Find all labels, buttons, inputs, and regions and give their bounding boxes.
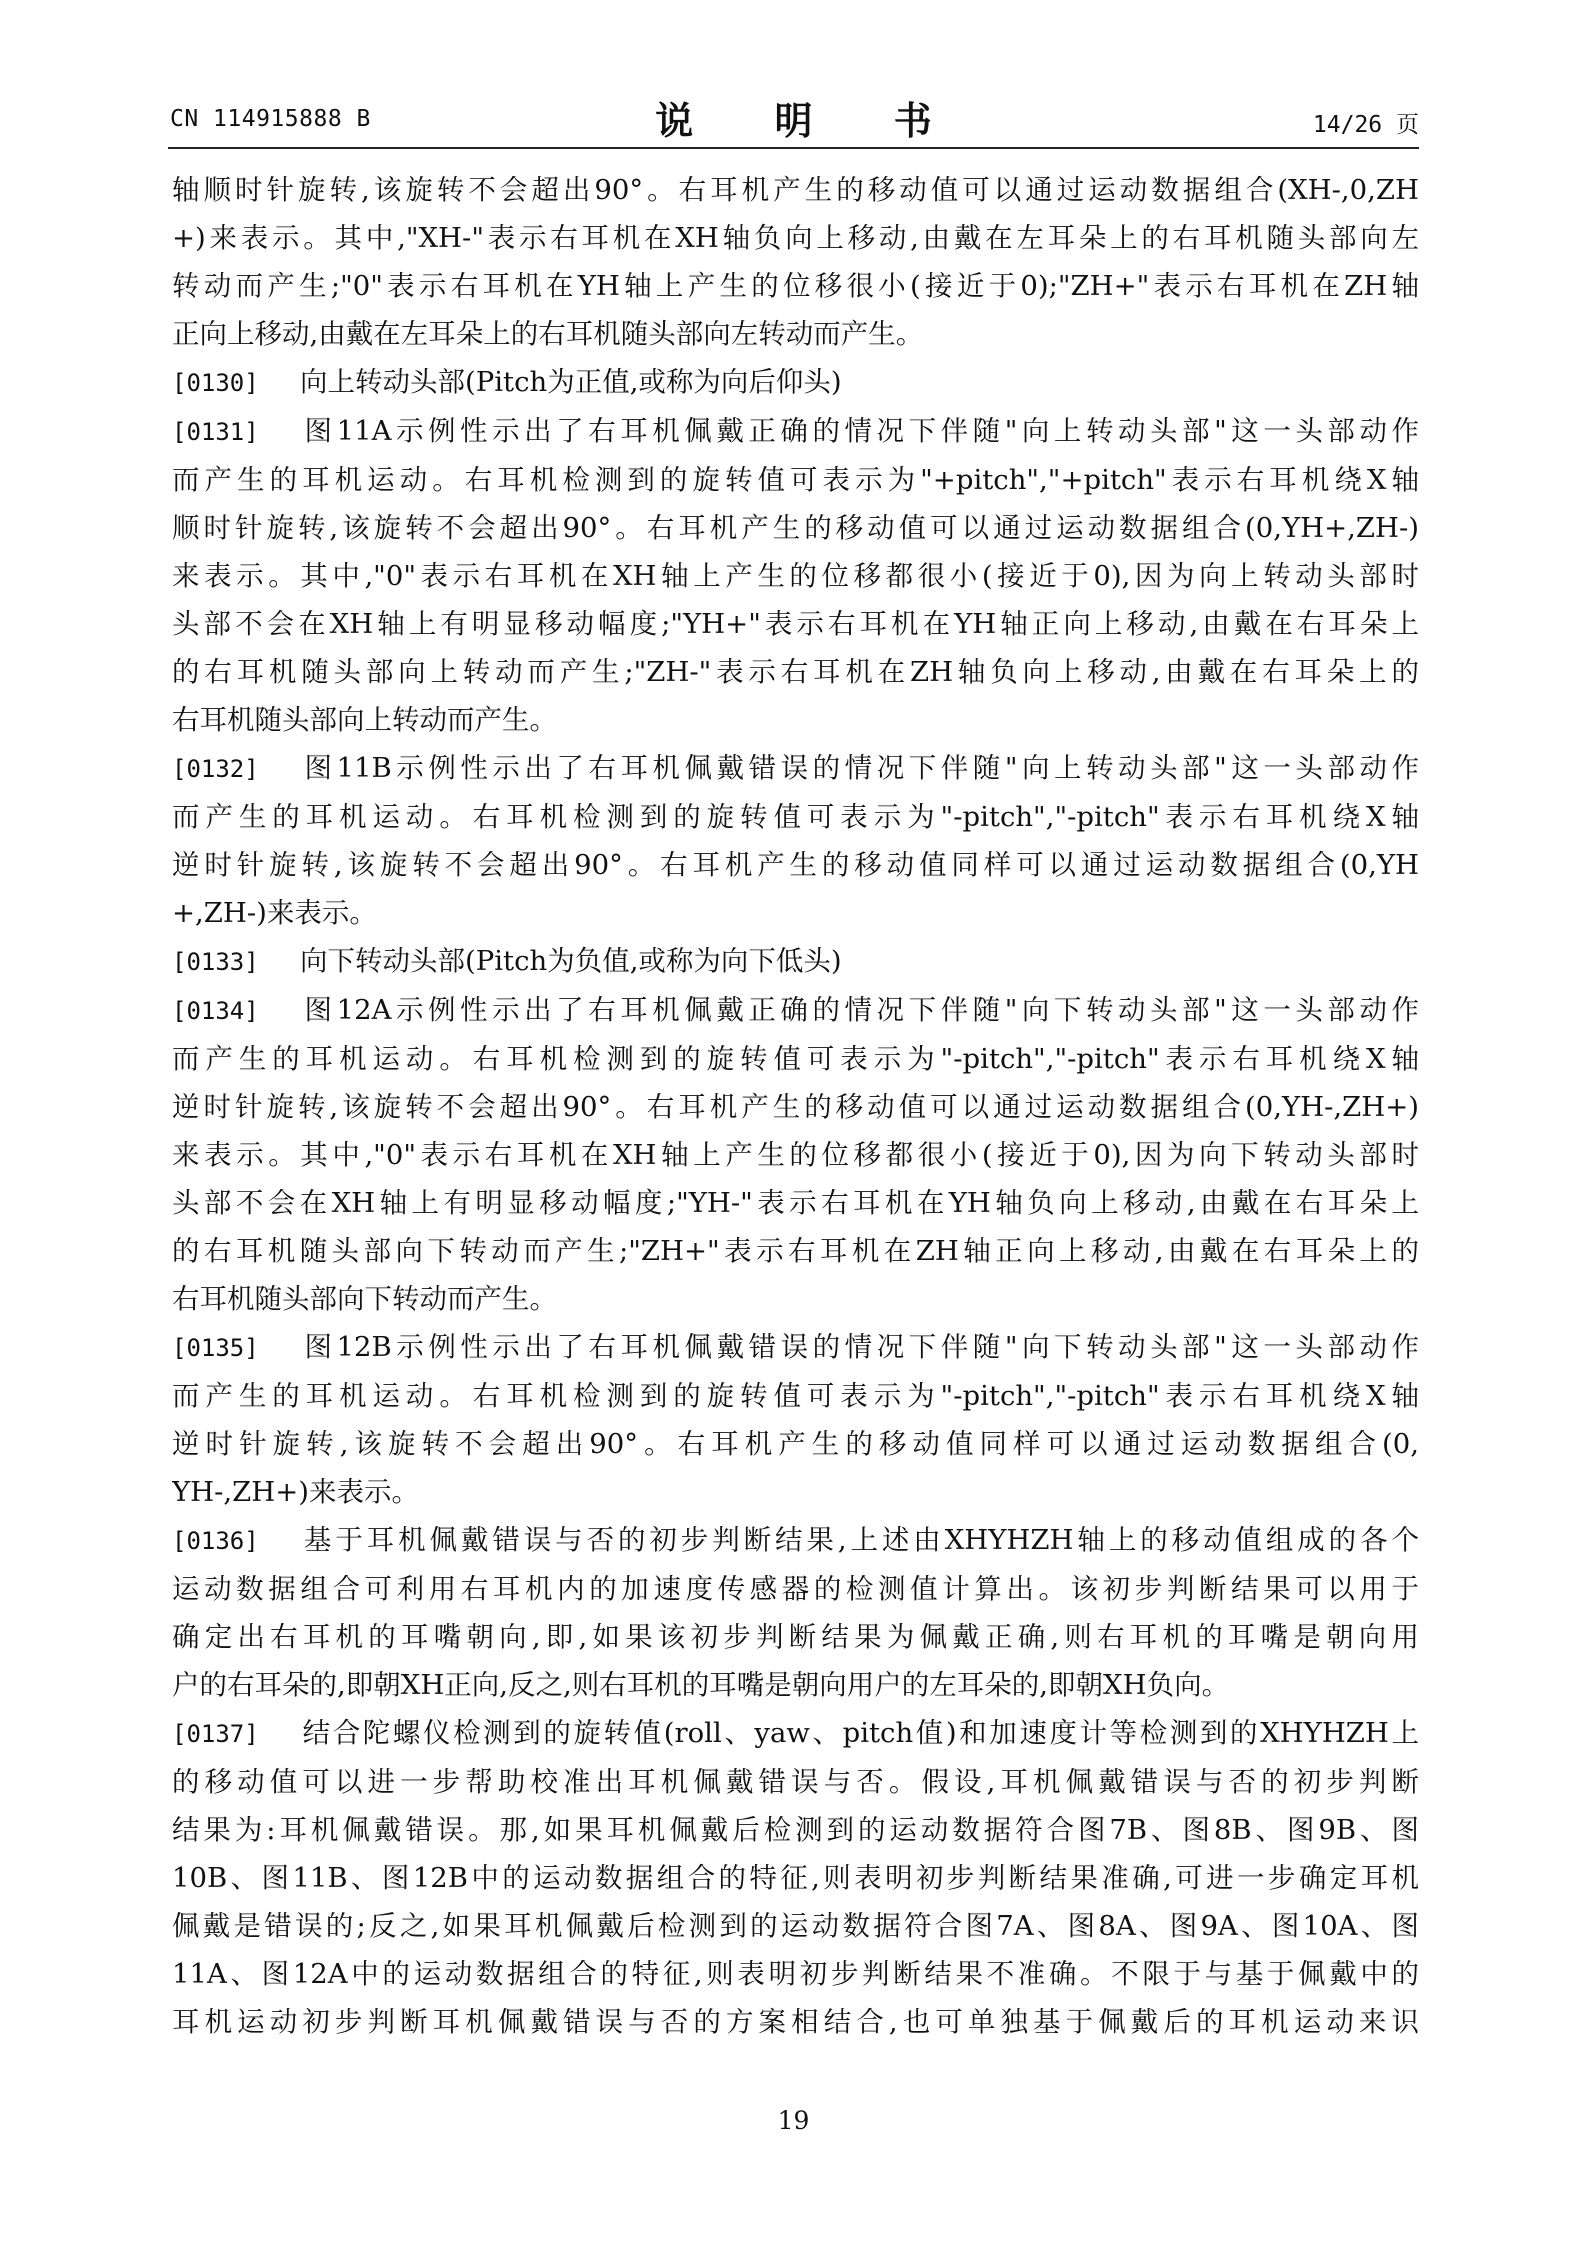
text-line [172,407,1419,456]
line-text: 图12A示例性示出了右耳机佩戴正确的情况下伴随"向下转动头部"这一头部动作 [300,994,1419,1026]
line-text: 向上转动头部(Pitch为正值,或称为向后仰头) [300,366,842,398]
page-info: 14/26 页 [1312,112,1419,138]
text-line [172,1758,1419,1806]
line-text: 正向上移动,由戴在左耳朵上的右耳机随头部向左转动而产生。 [172,318,924,350]
line-text: 图12B示例性示出了右耳机佩戴错误的情况下伴随"向下转动头部"这一头部动作 [300,1331,1419,1363]
paragraph-number: [0137] [172,1720,259,1748]
text-line [172,696,1419,744]
line-text: 耳机运动初步判断耳机佩戴错误与否的方案相结合,也可单独基于佩戴后的耳机运动来识 [172,2006,1419,2038]
paragraph-number: [0136] [172,1527,259,1555]
text-line [172,1131,1419,1179]
line-text: 向下转动头部(Pitch为负值,或称为向下低头) [300,945,842,977]
paragraph-number: [0133] [172,948,259,976]
line-text: 逆时针旋转,该旋转不会超出90°。右耳机产生的移动值同样可以通过运动数据组合(0, [172,1428,1419,1460]
page-number: 19 [777,2106,810,2135]
text-line [172,310,1419,358]
text-line [172,744,1419,793]
text-line [172,1806,1419,1854]
line-text: 而产生的耳机运动。右耳机检测到的旋转值可表示为"-pitch","-pitch"表示右耳机绕X轴 [172,1043,1419,1075]
text-line [172,986,1419,1035]
line-text: 确定出右耳机的耳嘴朝向,即,如果该初步判断结果为佩戴正确,则右耳机的耳嘴是朝向用 [172,1621,1419,1653]
text-line [172,1661,1419,1709]
text-line [172,889,1419,937]
paragraph-number: [0134] [172,997,259,1025]
text-line [172,793,1419,841]
line-text: 运动数据组合可利用右耳机内的加速度传感器的检测值计算出。该初步判断结果可以用于 [172,1573,1419,1605]
paragraph-number: [0131] [172,418,259,446]
line-text: 右耳机随头部向下转动而产生。 [172,1283,557,1315]
text-line [172,456,1419,504]
text-line [172,166,1419,214]
line-text: 而产生的耳机运动。右耳机检测到的旋转值可表示为"-pitch","-pitch"表示右耳机绕X轴 [172,801,1419,833]
paragraph-number: [0130] [172,369,259,397]
line-text: 图11A示例性示出了右耳机佩戴正确的情况下伴随"向上转动头部"这一头部动作 [300,415,1419,447]
line-text: 来表示。其中,"0"表示右耳机在XH轴上产生的位移都很小(接近于0),因为向上转动头部时 [172,560,1419,592]
text-line [172,552,1419,600]
paragraph-number: [0132] [172,755,259,783]
line-text: 10B、图11B、图12B中的运动数据组合的特征,则表明初步判断结果准确,可进一步确定耳机 [172,1862,1419,1894]
text-line [172,1565,1419,1613]
line-text: 头部不会在XH轴上有明显移动幅度;"YH-"表示右耳机在YH轴负向上移动,由戴在右耳朵上 [172,1187,1419,1219]
line-text: +)来表示。其中,"XH-"表示右耳机在XH轴负向上移动,由戴在左耳朵上的右耳机随头部向左 [172,222,1419,254]
line-text: 右耳机随头部向上转动而产生。 [172,704,557,736]
text-line [172,1179,1419,1227]
line-text: 11A、图12A中的运动数据组合的特征,则表明初步判断结果不准确。不限于与基于佩戴中的 [172,1958,1419,1990]
text-line [172,358,1419,407]
line-text: 结果为:耳机佩戴错误。那,如果耳机佩戴后检测到的运动数据符合图7B、图8B、图9B、图 [172,1814,1419,1846]
text-line [172,1854,1419,1902]
text-line [172,1468,1419,1516]
text-line [172,1613,1419,1661]
line-text: 基于耳机佩戴错误与否的初步判断结果,上述由XHYHZH轴上的移动值组成的各个 [300,1524,1419,1556]
text-line [172,1275,1419,1323]
line-text: 头部不会在XH轴上有明显移动幅度;"YH+"表示右耳机在YH轴正向上移动,由戴在右耳朵上 [172,608,1419,640]
paragraph-number: [0135] [172,1334,259,1362]
document-body [172,166,1419,2046]
text-line [172,648,1419,696]
line-text: 转动而产生;"0"表示右耳机在YH轴上产生的位移很小(接近于0);"ZH+"表示右耳机在ZH轴 [172,270,1419,302]
text-line [172,600,1419,648]
line-text: 来表示。其中,"0"表示右耳机在XH轴上产生的位移都很小(接近于0),因为向下转动头部时 [172,1139,1419,1171]
page-title: 说 明 书 [655,99,966,143]
line-text: 的右耳机随头部向上转动而产生;"ZH-"表示右耳机在ZH轴负向上移动,由戴在右耳朵上的 [172,656,1419,688]
line-text: 而产生的耳机运动。右耳机检测到的旋转值可表示为"+pitch","+pitch"表示右耳机绕X轴 [172,464,1419,496]
text-line [172,214,1419,262]
text-line [172,1227,1419,1275]
text-line [172,262,1419,310]
line-text: 逆时针旋转,该旋转不会超出90°。右耳机产生的移动值可以通过运动数据组合(0,YH-,ZH+) [172,1091,1419,1123]
text-line [172,1709,1419,1758]
line-text: YH-,ZH+)来表示。 [172,1476,420,1508]
text-line [172,504,1419,552]
patent-number: CN 114915888 B [170,106,371,132]
text-line [172,1902,1419,1950]
line-text: 逆时针旋转,该旋转不会超出90°。右耳机产生的移动值同样可以通过运动数据组合(0,YH [172,849,1419,881]
line-text: 的右耳机随头部向下转动而产生;"ZH+"表示右耳机在ZH轴正向上移动,由戴在右耳朵上的 [172,1235,1419,1267]
text-line [172,1323,1419,1372]
line-text: +,ZH-)来表示。 [172,897,377,929]
text-line [172,1516,1419,1565]
header-divider [168,147,1419,149]
text-line [172,841,1419,889]
text-line [172,1035,1419,1083]
text-line [172,1420,1419,1468]
line-text: 图11B示例性示出了右耳机佩戴错误的情况下伴随"向上转动头部"这一头部动作 [300,752,1419,784]
line-text: 顺时针旋转,该旋转不会超出90°。右耳机产生的移动值可以通过运动数据组合(0,YH+,ZH-) [172,512,1419,544]
line-text: 而产生的耳机运动。右耳机检测到的旋转值可表示为"-pitch","-pitch"表示右耳机绕X轴 [172,1380,1419,1412]
line-text: 轴顺时针旋转,该旋转不会超出90°。右耳机产生的移动值可以通过运动数据组合(XH-,0,ZH [172,174,1419,206]
text-line [172,1083,1419,1131]
line-text: 户的右耳朵的,即朝XH正向,反之,则右耳机的耳嘴是朝向用户的左耳朵的,即朝XH负向。 [172,1669,1230,1701]
text-line [172,937,1419,986]
text-line [172,1950,1419,1998]
line-text: 的移动值可以进一步帮助校准出耳机佩戴错误与否。假设,耳机佩戴错误与否的初步判断 [172,1766,1419,1798]
line-text: 结合陀螺仪检测到的旋转值(roll、yaw、pitch值)和加速度计等检测到的XHYHZH上 [300,1717,1419,1749]
line-text: 佩戴是错误的;反之,如果耳机佩戴后检测到的运动数据符合图7A、图8A、图9A、图10A、图 [172,1910,1419,1942]
text-line [172,1998,1419,2046]
text-line [172,1372,1419,1420]
